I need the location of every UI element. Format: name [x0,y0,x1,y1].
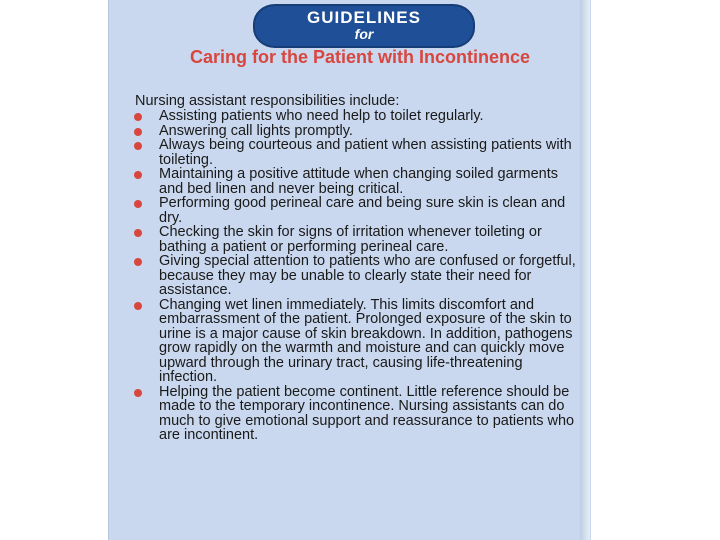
guidelines-badge [253,4,475,48]
bullet-icon [134,302,142,310]
list-item-text: Always being courteous and patient when assisting patients with toileting. [159,137,572,168]
bullet-icon [134,171,142,179]
bullet-icon [134,389,142,397]
bullet-icon [134,128,142,136]
list-item-text: Assisting patients who need help to toilet regularly. [159,108,484,124]
list-item [126,254,582,298]
list-item-text: Checking the skin for signs of irritation whenever toileting or bathing a patient or performing perineal care. [159,224,542,255]
badge-subtitle: for [354,26,374,42]
list-item [126,225,582,254]
list-item-text: Maintaining a positive attitude when changing soiled garments and bed linen and never being critical. [159,166,558,197]
bullet-icon [134,113,142,121]
list-item [126,385,582,443]
list-item [126,167,582,196]
list-item [126,196,582,225]
list-item [126,124,582,139]
badge-title: GUIDELINES [307,8,421,27]
guidelines-list [126,109,582,443]
page-title: Caring for the Patient with Incontinence [189,47,531,67]
bullet-icon [134,142,142,150]
list-item [126,138,582,167]
intro-text: Nursing assistant responsibilities include: [135,93,400,109]
list-item-text: Answering call lights promptly. [159,122,353,139]
list-item [126,109,582,124]
bullet-icon [134,229,142,237]
bullet-icon [134,258,142,266]
list-item-text: Changing wet linen immediately. This limits discomfort and embarrassment of the patient. Prolonged exposure of the skin to urine is a major cause of skin breakdown. In addition, pathogens grow rapidly on the warmth and moisture and can quickly move upward through the urinary tract, causing life-threatening infection. [159,296,573,385]
bullet-icon [134,200,142,208]
list-item-text: Helping the patient become continent. Little reference should be made to the temporary incontinence. Nursing assistants can do much to give emotional support and reassurance to patients who are incontinent. [159,383,575,443]
list-item-text: Performing good perineal care and being sure skin is clean and dry. [159,195,566,226]
list-item-text: Giving special attention to patients who are confused or forgetful, because they may be unable to clearly state their need for assistance. [159,253,576,298]
list-item [126,298,582,385]
